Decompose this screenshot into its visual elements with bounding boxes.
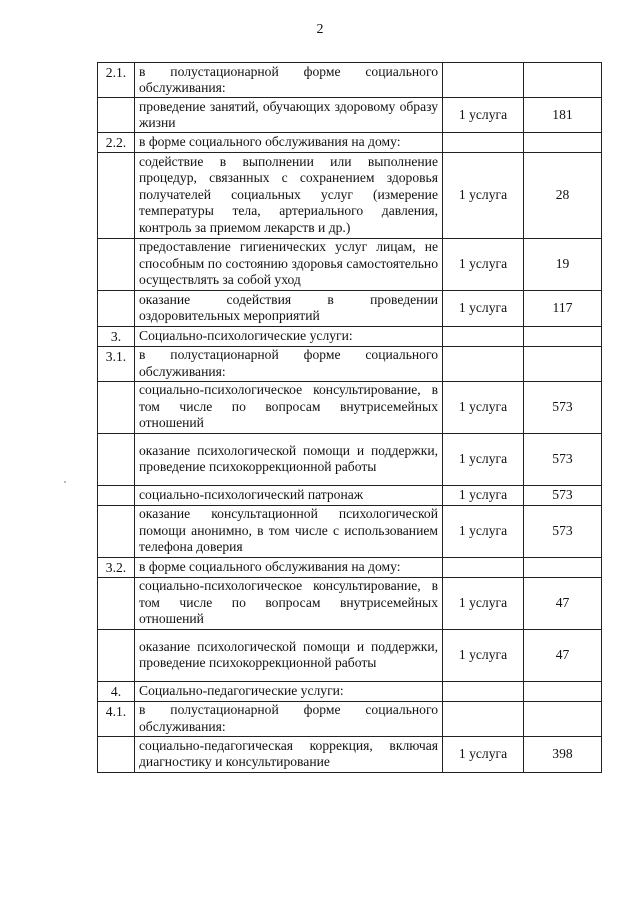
quantity-cell: 19: [524, 238, 602, 290]
quantity-cell: [524, 133, 602, 153]
unit-cell: 1 услуга: [443, 736, 524, 772]
unit-cell: [443, 346, 524, 381]
service-name-cell: Социально-педагогические услуги:: [135, 681, 443, 701]
service-name-cell: оказание консультационной психологической помощи анонимно, в том числе с использованием телефона доверия: [135, 505, 443, 557]
quantity-cell: 47: [524, 577, 602, 629]
service-name-cell: в полустационарной форме социального обслуживания:: [135, 701, 443, 736]
service-name-cell: в форме социального обслуживания на дому:: [135, 557, 443, 577]
service-name-cell: в полустационарной форме социального обслуживания:: [135, 346, 443, 381]
service-name-cell: социально-психологическое консультирование, в том числе по вопросам внутрисемейных отношений: [135, 577, 443, 629]
service-name-cell: социально-психологическое консультирование, в том числе по вопросам внутрисемейных отношений: [135, 381, 443, 433]
quantity-cell: [524, 326, 602, 346]
scan-speck: [64, 481, 66, 483]
service-name-cell: Социально-психологические услуги:: [135, 326, 443, 346]
quantity-cell: 398: [524, 736, 602, 772]
row-number-cell: [98, 381, 135, 433]
unit-cell: 1 услуга: [443, 290, 524, 326]
row-number-cell: 3.2.: [98, 557, 135, 577]
row-number-cell: 4.: [98, 681, 135, 701]
table-row: [98, 505, 602, 557]
quantity-cell: [524, 681, 602, 701]
unit-cell: [443, 681, 524, 701]
service-name-cell: оказание психологической помощи и поддержки, проведение психокоррекционной работы: [135, 433, 443, 485]
service-name-cell: проведение занятий, обучающих здоровому образу жизни: [135, 98, 443, 133]
row-number-cell: 4.1.: [98, 701, 135, 736]
table-section-row: [98, 701, 602, 736]
row-number-cell: [98, 98, 135, 133]
unit-cell: [443, 557, 524, 577]
service-name-cell: оказание содействия в проведении оздоровительных мероприятий: [135, 290, 443, 326]
services-table: [97, 62, 602, 773]
table-row: [98, 238, 602, 290]
row-number-cell: [98, 433, 135, 485]
table-row: [98, 736, 602, 772]
row-number-cell: 2.2.: [98, 133, 135, 153]
unit-cell: [443, 326, 524, 346]
service-name-cell: содействие в выполнении или выполнение процедур, связанных с сохранением здоровья получателей социальных услуг (измерение температуры тела, артериального давления, контроль за приемом лекарств и др.): [135, 152, 443, 238]
unit-cell: 1 услуга: [443, 485, 524, 505]
table-row: [98, 98, 602, 133]
quantity-cell: 573: [524, 381, 602, 433]
row-number-cell: [98, 152, 135, 238]
services-table-wrapper: [97, 62, 602, 773]
quantity-cell: 28: [524, 152, 602, 238]
service-name-cell: оказание психологической помощи и поддержки, проведение психокоррекционной работы: [135, 629, 443, 681]
table-section-row: [98, 557, 602, 577]
table-section-row: [98, 326, 602, 346]
unit-cell: [443, 133, 524, 153]
service-name-cell: предоставление гигиенических услуг лицам, не способным по состоянию здоровья самостоятельно осуществлять за собой уход: [135, 238, 443, 290]
table-row: [98, 485, 602, 505]
quantity-cell: [524, 557, 602, 577]
row-number-cell: [98, 736, 135, 772]
service-name-cell: социально-педагогическая коррекция, включая диагностику и консультирование: [135, 736, 443, 772]
table-section-row: [98, 63, 602, 98]
quantity-cell: 573: [524, 485, 602, 505]
quantity-cell: 573: [524, 433, 602, 485]
quantity-cell: [524, 701, 602, 736]
table-row: [98, 290, 602, 326]
row-number-cell: [98, 290, 135, 326]
row-number-cell: 3.1.: [98, 346, 135, 381]
table-section-row: [98, 681, 602, 701]
unit-cell: 1 услуга: [443, 381, 524, 433]
service-name-cell: социально-психологический патронаж: [135, 485, 443, 505]
unit-cell: 1 услуга: [443, 505, 524, 557]
quantity-cell: 573: [524, 505, 602, 557]
table-row: [98, 152, 602, 238]
row-number-cell: [98, 577, 135, 629]
row-number-cell: 3.: [98, 326, 135, 346]
quantity-cell: [524, 63, 602, 98]
page-number: 2: [316, 22, 324, 37]
table-row: [98, 381, 602, 433]
unit-cell: 1 услуга: [443, 577, 524, 629]
table-section-row: [98, 133, 602, 153]
unit-cell: [443, 63, 524, 98]
unit-cell: 1 услуга: [443, 433, 524, 485]
table-row: [98, 433, 602, 485]
unit-cell: 1 услуга: [443, 629, 524, 681]
unit-cell: [443, 701, 524, 736]
row-number-cell: 2.1.: [98, 63, 135, 98]
unit-cell: 1 услуга: [443, 98, 524, 133]
row-number-cell: [98, 505, 135, 557]
row-number-cell: [98, 238, 135, 290]
quantity-cell: [524, 346, 602, 381]
table-section-row: [98, 346, 602, 381]
row-number-cell: [98, 629, 135, 681]
unit-cell: 1 услуга: [443, 238, 524, 290]
table-row: [98, 629, 602, 681]
quantity-cell: 181: [524, 98, 602, 133]
quantity-cell: 47: [524, 629, 602, 681]
unit-cell: 1 услуга: [443, 152, 524, 238]
service-name-cell: в полустационарной форме социального обслуживания:: [135, 63, 443, 98]
services-table-body: [98, 63, 602, 773]
quantity-cell: 117: [524, 290, 602, 326]
service-name-cell: в форме социального обслуживания на дому:: [135, 133, 443, 153]
row-number-cell: [98, 485, 135, 505]
table-row: [98, 577, 602, 629]
